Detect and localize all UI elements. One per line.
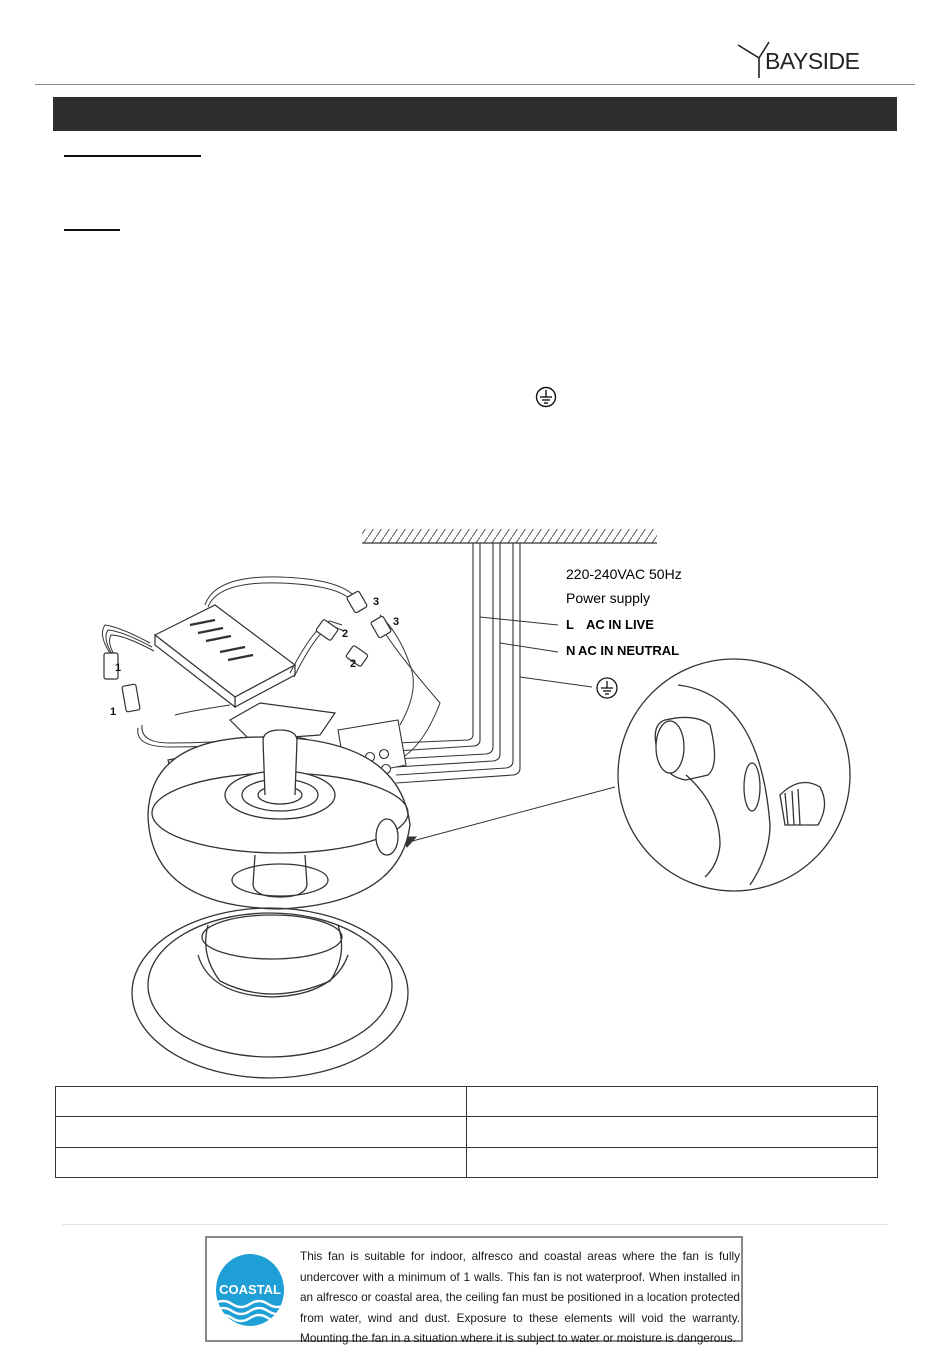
table-cell — [56, 1147, 467, 1177]
table-row — [56, 1087, 878, 1117]
coastal-badge-text: COASTAL — [219, 1282, 281, 1297]
section-heading-bar — [53, 97, 897, 131]
power-supply-label: Power supply — [566, 590, 651, 606]
subheading-underline — [64, 229, 120, 231]
wiring-diagram — [80, 525, 870, 1085]
earth-ground-icon — [597, 678, 617, 698]
connector-number: 3 — [393, 616, 400, 628]
footer-divider — [62, 1224, 888, 1225]
table-cell — [467, 1087, 878, 1117]
connector-number: 2 — [350, 658, 357, 670]
neutral-label: AC IN NEUTRAL — [578, 643, 680, 658]
header-divider — [35, 84, 915, 85]
brand-name: BAYSIDE — [765, 48, 860, 74]
connector-number: 1 — [110, 706, 117, 718]
connector-number: 3 — [373, 596, 380, 608]
coastal-wave-icon — [214, 1252, 286, 1328]
neutral-letter: N — [566, 643, 576, 658]
live-letter: L — [566, 617, 574, 632]
table-cell — [467, 1147, 878, 1177]
table-cell — [56, 1117, 467, 1147]
table-cell — [467, 1117, 878, 1147]
table-row — [56, 1147, 878, 1177]
fan-lower-housing — [132, 908, 408, 1078]
supply-voltage-label: 220-240VAC 50Hz — [566, 566, 682, 582]
coastal-notice-text: This fan is suitable for indoor, alfresco and coastal areas where the fan is fully undercover with a minimum of 1 walls. This fan is not waterproof. When installed in an alfresco or coastal area, the ceiling fan must be positioned in a location protected from water, wind and dust. Exposure to these elements will void the warranty. Mounting the fan in a situation where it is subject to water or moisture is dangerous. — [300, 1249, 740, 1346]
table-cell — [56, 1087, 467, 1117]
connector-number: 2 — [342, 628, 349, 640]
live-label: AC IN LIVE — [586, 617, 654, 632]
specification-table — [55, 1086, 878, 1178]
heading-underline — [64, 155, 201, 157]
connector-number: 1 — [115, 662, 122, 674]
brand-logo — [735, 38, 865, 82]
earth-ground-icon — [535, 386, 557, 408]
receiver-box — [155, 605, 295, 707]
remote-sensor-detail — [618, 659, 850, 891]
ceiling — [362, 529, 657, 543]
table-row — [56, 1117, 878, 1147]
